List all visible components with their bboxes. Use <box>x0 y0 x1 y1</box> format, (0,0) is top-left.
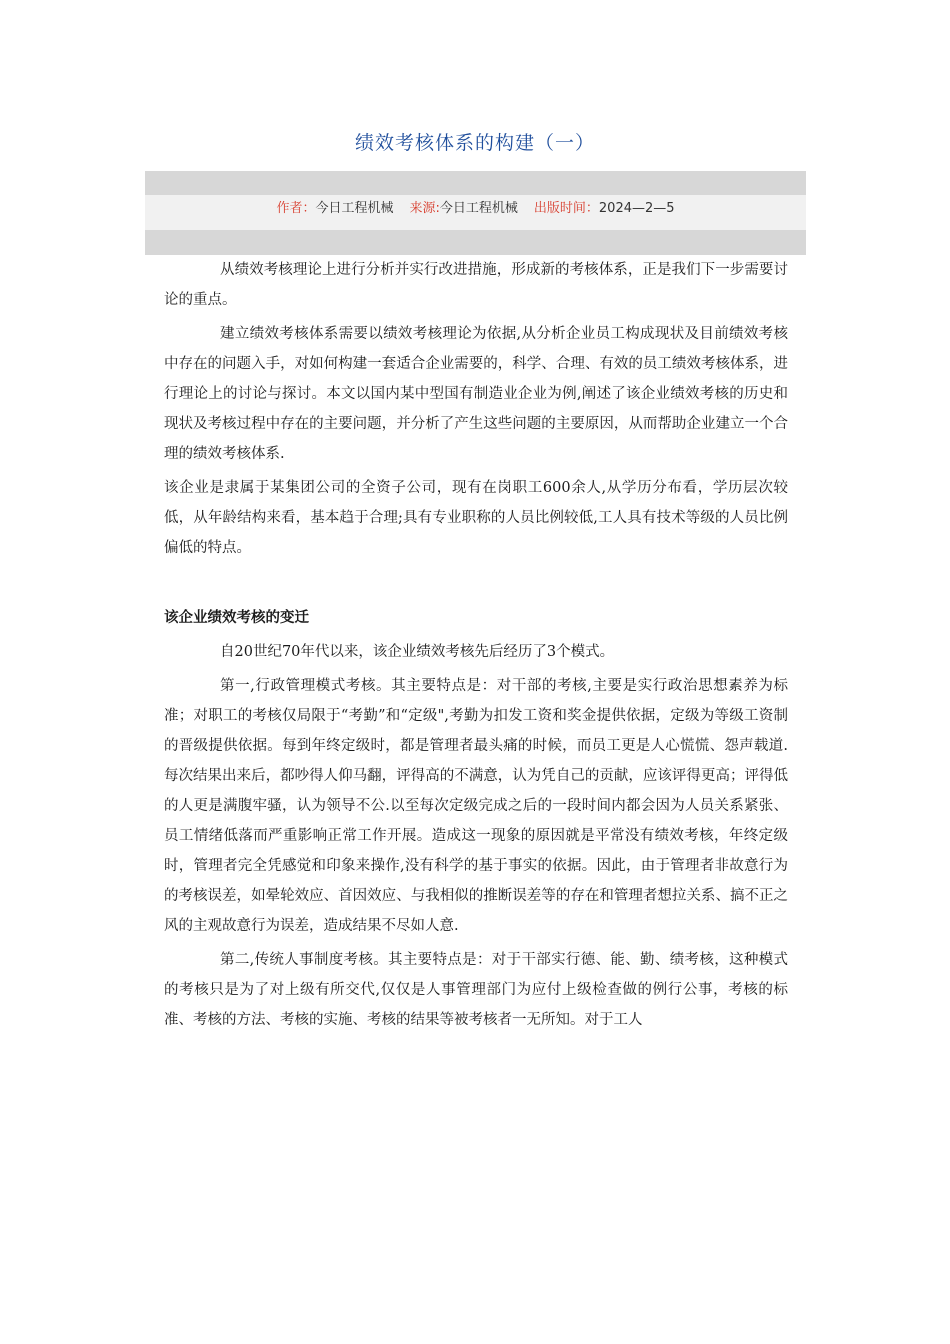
article-body <box>164 255 788 1039</box>
meta-band-top <box>145 171 806 195</box>
paragraph: 建立绩效考核体系需要以绩效考核理论为依据,从分析企业员工构成现状及目前绩效考核中存在的问题入手，对如何构建一套适合企业需要的，科学、合理、有效的员工绩效考核体系，进行理论上的讨论与探讨。本文以国内某中型国有制造业企业为例,阐述了该企业绩效考核的历史和现状及考核过程中存在的主要问题，并分析了产生这些问题的主要原因，从而帮助企业建立一个合理的绩效考核体系. <box>164 326 788 462</box>
paragraph: 第二,传统人事制度考核。其主要特点是：对于干部实行德、能、勤、绩考核，这种模式的考核只是为了对上级有所交代,仅仅是人事管理部门为应付上级检查做的例行公事，考核的标准、考核的方法、考核的实施、考核的结果等被考核者一无所知。对于工人 <box>164 952 788 1028</box>
meta-band-bottom <box>145 230 806 255</box>
author-label: 作者： <box>276 201 316 216</box>
author-value: 今日工程机械 <box>315 201 394 216</box>
date-value: 2024—2—5 <box>598 201 675 216</box>
paragraph: 自20世纪70年代以来，该企业绩效考核先后经历了3个模式。 <box>220 644 615 660</box>
source-value: 今日工程机械 <box>439 201 518 216</box>
source-label: 来源: <box>409 201 440 216</box>
paragraph: 该企业是隶属于某集团公司的全资子公司，现有在岗职工600余人,从学历分布看，学历层次较低，从年龄结构来看，基本趋于合理;具有专业职称的人员比例较低,工人具有技术等级的人员比例偏低的特点。 <box>164 480 788 556</box>
section-heading: 该企业绩效考核的变迁 <box>164 610 309 626</box>
date-label: 出版时间： <box>533 201 599 216</box>
paragraph: 从绩效考核理论上进行分析并实行改进措施，形成新的考核体系，正是我们下一步需要讨论的重点。 <box>164 262 788 308</box>
article-title: 绩效考核体系的构建（一） <box>354 132 595 154</box>
article-meta-bar <box>145 195 806 230</box>
paragraph: 第一,行政管理模式考核。其主要特点是：对干部的考核,主要是实行政治思想素养为标准；对职工的考核仅局限于“考勤”和“定级",考勤为扣发工资和奖金提供依据，定级为等级工资制的晋级提供依据。每到年终定级时，都是管理者最头痛的时候，而员工更是人心慌慌、怨声载道.每次结果出来后，都吵得人仰马翻，评得高的不满意，认为凭自己的贡献，应该评得更高；评得低的人更是满腹牢骚，认为领导不公.以至每次定级完成之后的一段时间内都会因为人员关系紧张、员工情绪低落而严重影响正常工作开展。造成这一现象的原因就是平常没有绩效考核，年终定级时，管理者完全凭感觉和印象来操作,没有科学的基于事实的依据。因此，由于管理者非故意行为的考核误差，如晕轮效应、首因效应、与我相似的推断误差等的存在和管理者想拉关系、搞不正之风的主观故意行为误差，造成结果不尽如人意. <box>164 678 788 934</box>
